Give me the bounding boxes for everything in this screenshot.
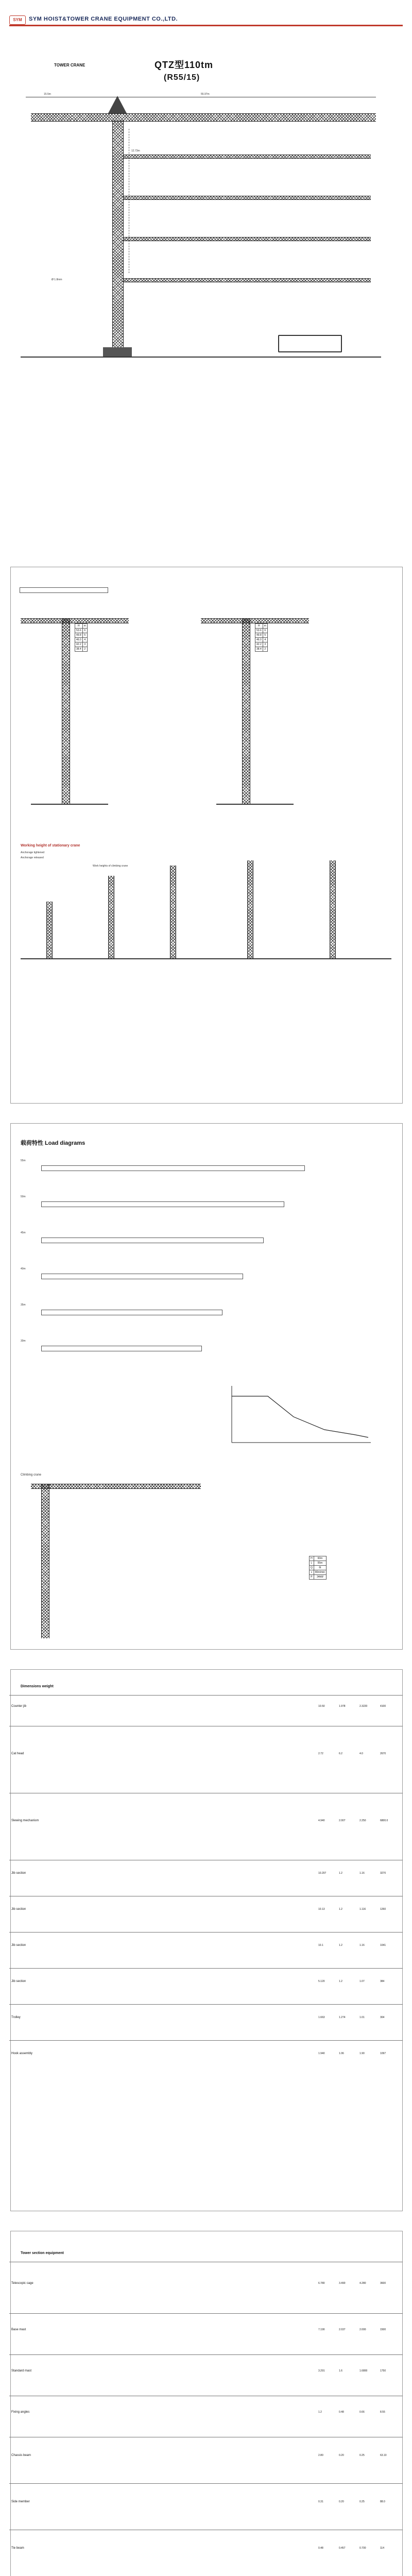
stationary-mast bbox=[62, 618, 70, 804]
sec2-heading-1: Working height of stationary crane bbox=[21, 844, 80, 848]
cover-model: QTZ型110tm bbox=[154, 60, 214, 70]
page-header bbox=[9, 15, 403, 25]
sec2-label-2: Anchorage released bbox=[21, 856, 44, 859]
components-page: Dimensions weight Counter jib 10.50 1.978 2.3220 4100 Cat head 2.72 6.2 4.0 2670 Slewing mechanism 4.940 2.007 2.250 6800.0 Jib section 10.207 1.2 1.16 3270 Jib section 10.13 1.2 1.116 1260 Jib section 10.1 1.2 1.16 1041 Jib section 5.120 1.2 1.07 384 Trolley 1.663 1.274 1.01 304 Hook assembly 1.940 1.06 1.90 1097 bbox=[0, 1664, 412, 2221]
sec2-label-1: Anchorage tightened bbox=[21, 851, 45, 854]
tower-page: Tower section equipment Telescopic cage 6.780 3.490 4.280 3600 Base mast 7.190 2.037 2.000 1500 Standard mast 3.291 1.6 1.6800 1750 Fixing angles 1.2 0.48 0.66 8.55 Chassis beam 2.80 0.20 0.25 63.10 Side member 0.31 0.20 0.25 88.0 Tie beam 0.48 0.457 0.700 114 bbox=[0, 2226, 412, 2576]
counter-jib bbox=[31, 113, 72, 122]
cover-model-sub: (R55/15) bbox=[164, 73, 200, 82]
load-curve bbox=[221, 1381, 376, 1453]
sec3-title: 载荷特性 Load diagrams bbox=[21, 1140, 85, 1146]
company-name: SYM HOIST&TOWER CRANE EQUIPMENT CO.,LTD. bbox=[29, 16, 178, 22]
sec2-label-3: Work heights of climbing crane bbox=[93, 865, 128, 868]
dim-height: 12.73m bbox=[131, 149, 140, 152]
base bbox=[103, 347, 132, 357]
header-rule bbox=[9, 25, 403, 26]
cover-subtitle: TOWER CRANE bbox=[54, 63, 85, 67]
legend-row bbox=[20, 587, 108, 593]
working-heights-page bbox=[0, 562, 412, 1113]
height-table-right: H m 53.6 6 49.8 5 46.0 4 42.2 3 38.4 2 bbox=[255, 623, 268, 652]
company-logo: SYM bbox=[9, 15, 26, 25]
climbing-caption: Climbing crane bbox=[21, 1473, 42, 1477]
dim-hook: Ø 1.8mm bbox=[52, 278, 62, 281]
tower-mast bbox=[112, 121, 124, 347]
sec4-title: Dimensions weight bbox=[21, 1685, 54, 1688]
dim-right: 55.97m bbox=[201, 93, 210, 96]
sec5-title: Tower section equipment bbox=[21, 2251, 64, 2255]
load-diagram-page: 载荷特性 Load diagrams 55m 50m 45m 40m 35m 30m Climbing crane H 60m L 55m Q 6t v 80m/min P 34kW bbox=[0, 1118, 412, 1659]
climb-table: H 60m L 55m Q 6t v 80m/min P 34kW bbox=[309, 1556, 327, 1580]
dim-left: 15.5m bbox=[44, 93, 51, 96]
cat-head bbox=[108, 96, 127, 113]
climbing-mast bbox=[242, 618, 250, 804]
crane-drawing bbox=[21, 93, 381, 361]
height-table-left: H m 53.6 6 49.8 5 46.0 4 42.2 3 38.4 2 bbox=[75, 623, 88, 652]
cover-page bbox=[0, 0, 412, 556]
truck-icon bbox=[278, 335, 342, 352]
